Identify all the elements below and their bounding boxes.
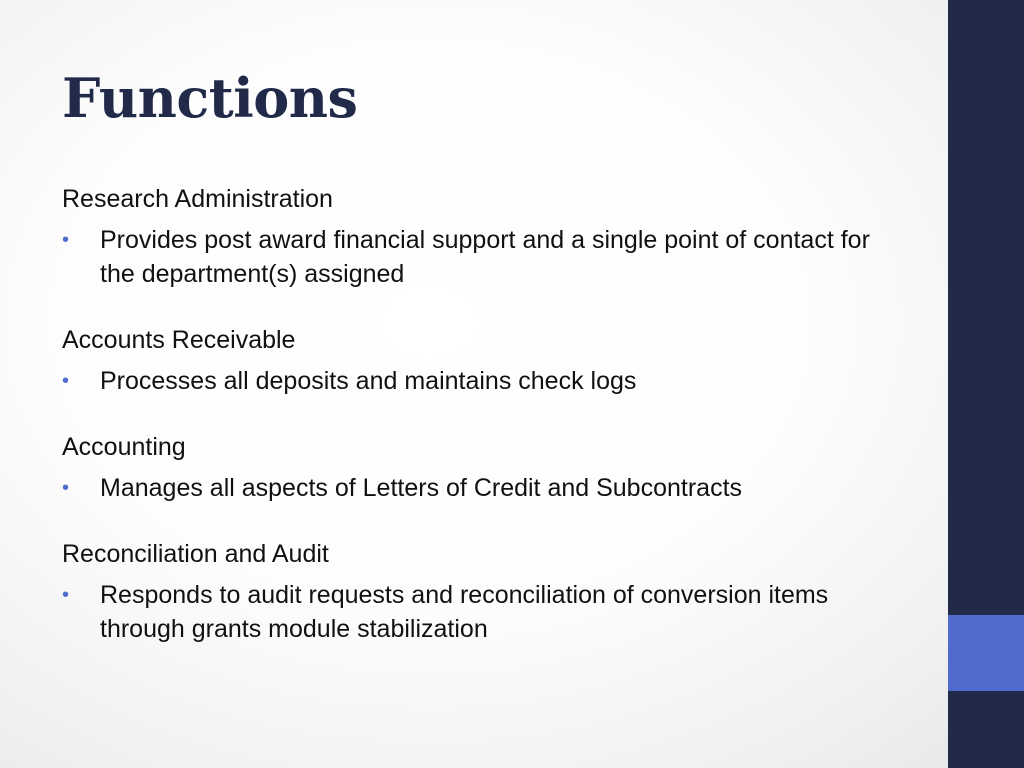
bullet-text: Provides post award financial support and a single point of contact for the department(s) assigned xyxy=(100,226,870,288)
bullet-item xyxy=(62,364,882,398)
bullet-icon: • xyxy=(62,584,70,606)
bullet-item xyxy=(62,578,882,646)
bullet-icon: • xyxy=(62,477,70,499)
section-research-administration xyxy=(62,182,882,291)
bullet-item xyxy=(62,471,882,505)
section-heading: Accounts Receivable xyxy=(62,326,296,354)
bullet-item xyxy=(62,223,882,291)
slide-title: Functions xyxy=(62,66,358,130)
section-heading: Accounting xyxy=(62,433,186,461)
section-reconciliation-and-audit xyxy=(62,537,882,646)
bullet-icon: • xyxy=(62,229,70,251)
bullet-text: Responds to audit requests and reconciliation of conversion items through grants module stabilization xyxy=(100,581,829,643)
bullet-text: Processes all deposits and maintains check logs xyxy=(100,367,637,395)
sidebar-accent-block xyxy=(948,615,1024,691)
slide-content xyxy=(62,182,882,646)
section-heading: Research Administration xyxy=(62,185,333,213)
section-heading: Reconciliation and Audit xyxy=(62,540,329,568)
section-accounting xyxy=(62,430,882,505)
section-accounts-receivable xyxy=(62,323,882,398)
bullet-text: Manages all aspects of Letters of Credit and Subcontracts xyxy=(100,474,743,502)
bullet-icon: • xyxy=(62,370,70,392)
